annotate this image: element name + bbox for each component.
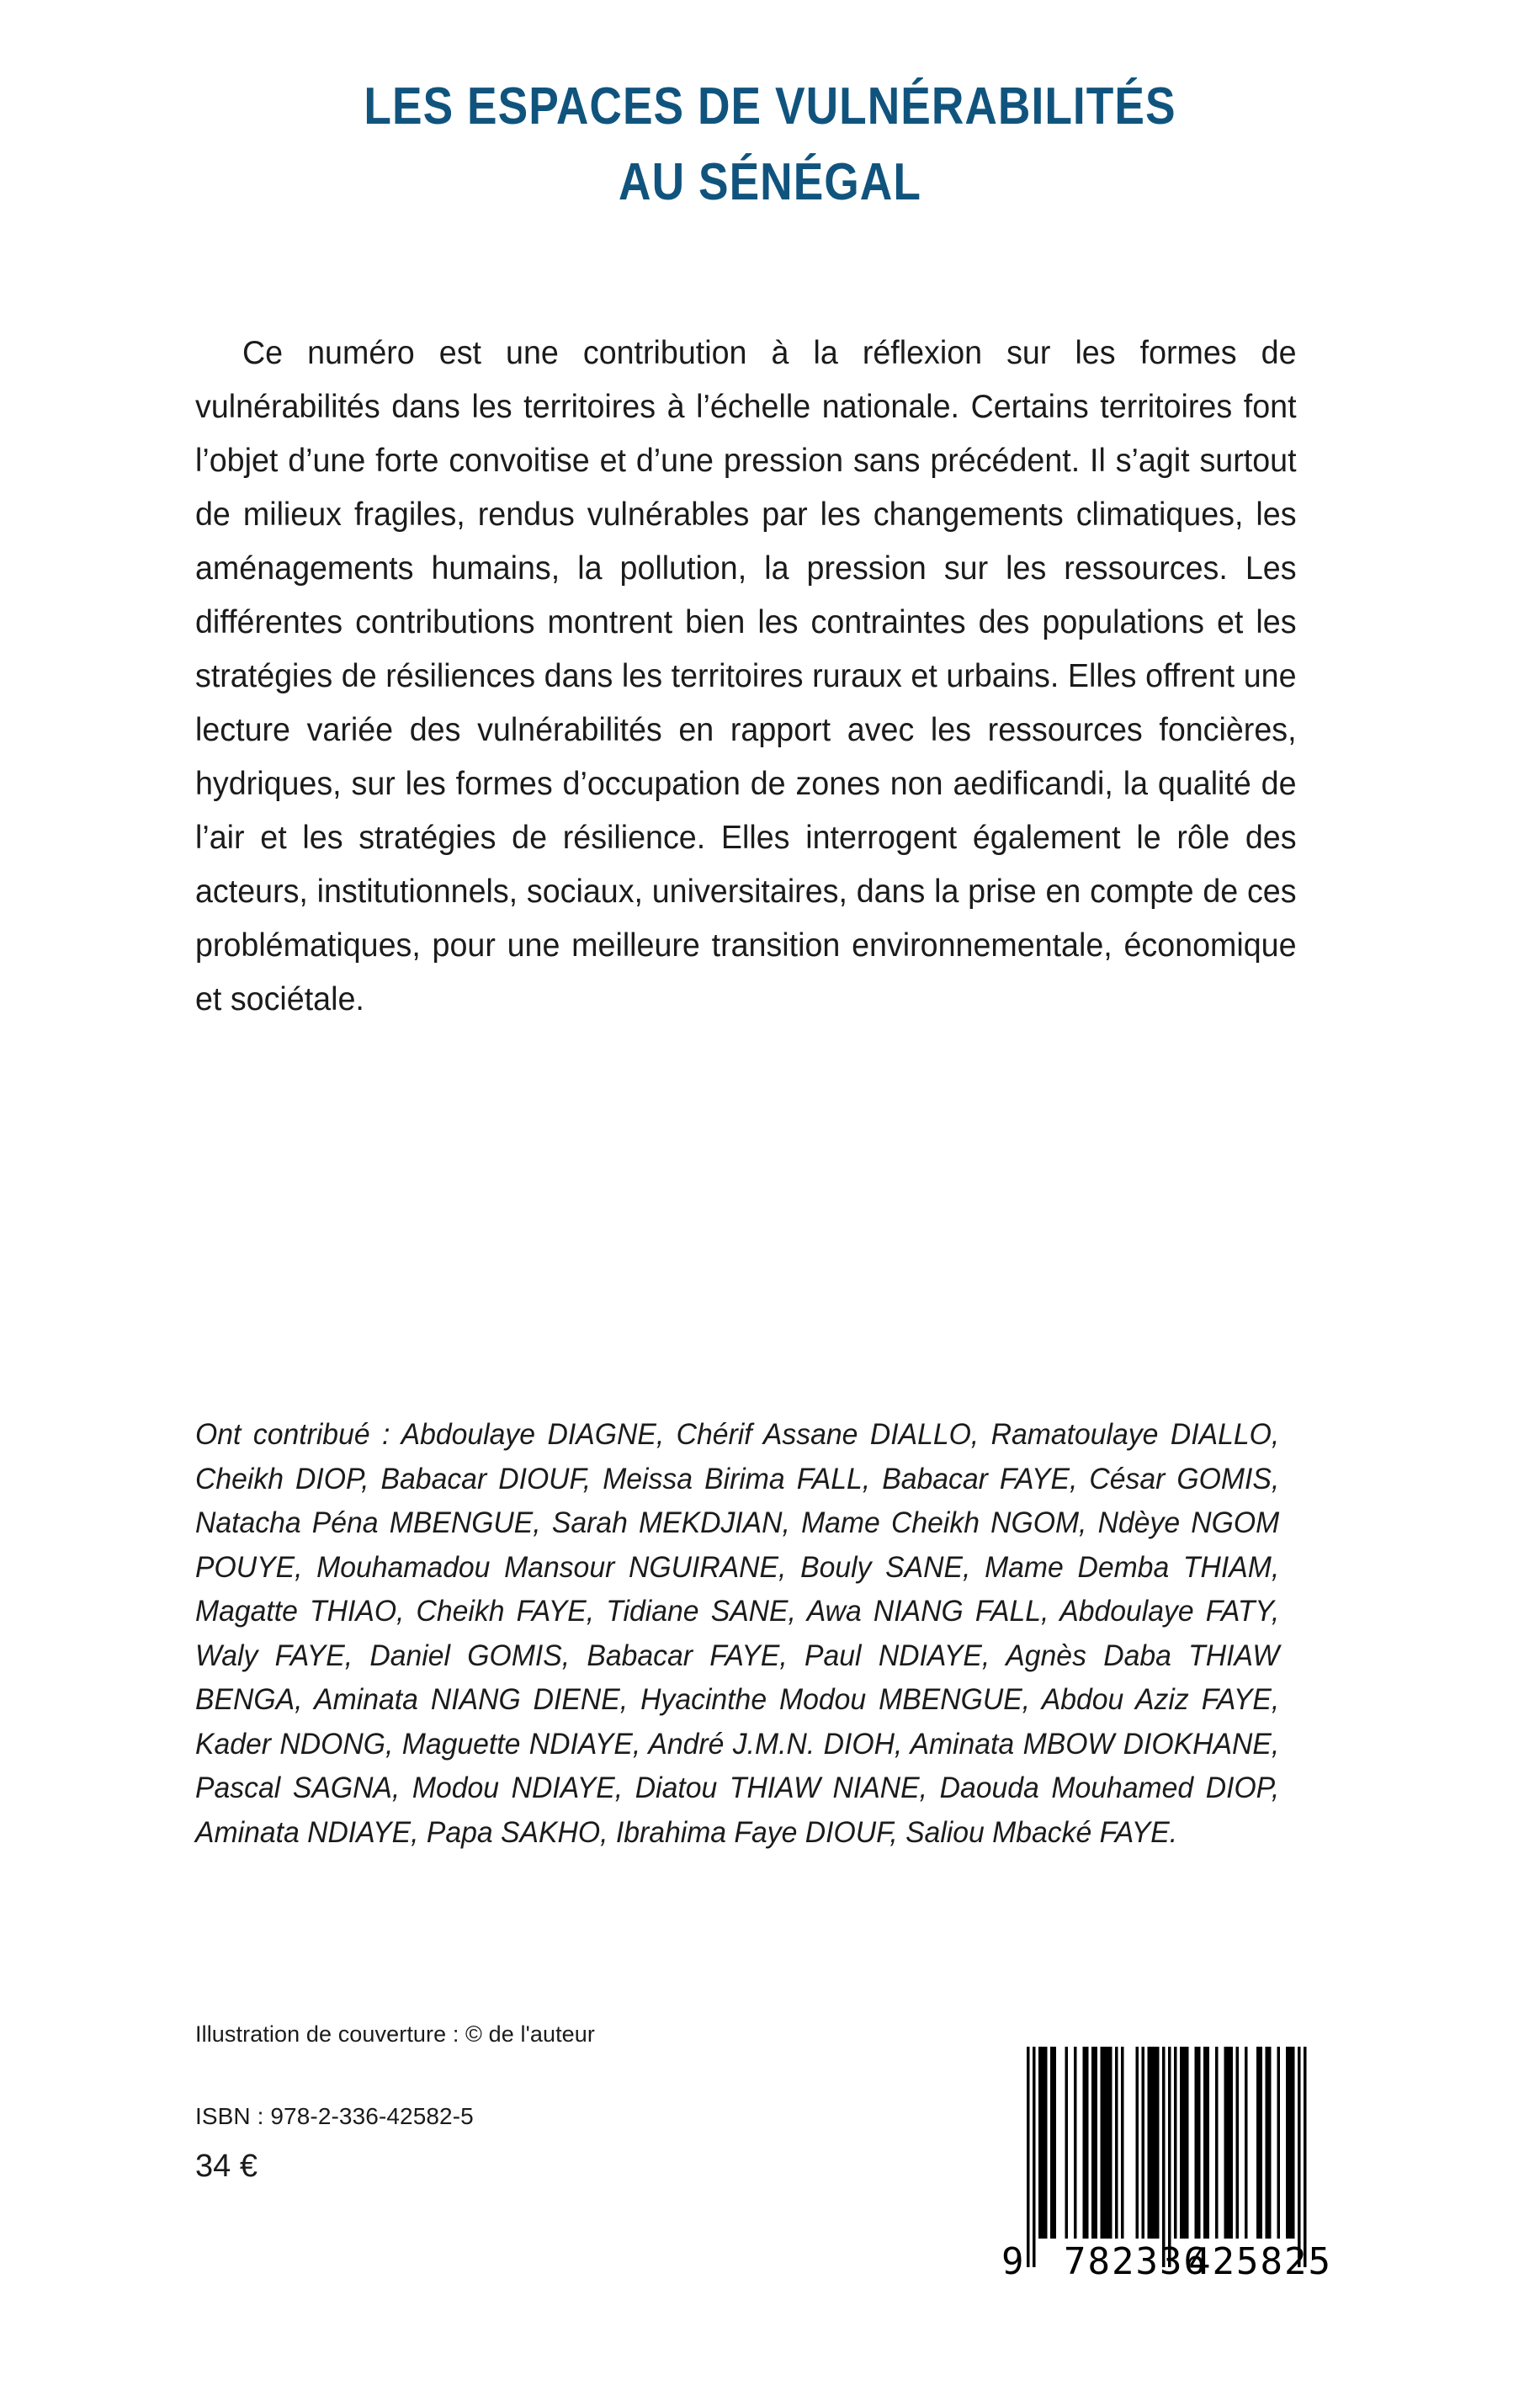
ean13-barcode	[986, 2037, 1373, 2281]
contributors-paragraph: Ont contribué : Abdoulaye DIAGNE, Chérif Assane DIALLO, Ramatoulaye DIALLO, Cheikh DIOP, Babacar DIOUF, Meissa Birima FALL, Babacar FAYE, César GOMIS, Natacha Péna MBENGUE, Sarah MEKDJIAN, Mame Cheikh NGOM, Ndèye NGOM POUYE, Mouhamadou Mansour NGUIRANE, Bouly SANE, Mame Demba THIAM, Magatte THIAO, Cheikh FAYE, Tidiane SANE, Awa NIANG FALL, Abdoulaye FATY, Waly FAYE, Daniel GOMIS, Babacar FAYE, Paul NDIAYE, Agnès Daba THIAW BENGA, Aminata NIANG DIENE, Hyacinthe Modou MBENGUE, Abdou Aziz FAYE, Kader NDONG, Maguette NDIAYE, André J.M.N. DIOH, Aminata MBOW DIOKHANE, Pascal SAGNA, Modou NDIAYE, Diatou THIAW NIANE, Daouda Mouhamed DIOP, Aminata NDIAYE, Papa SAKHO, Ibrahima Faye DIOUF, Saliou Mbacké FAYE.	[195, 1417, 1280, 1849]
cover-credit-line: Illustration de couverture : © de l'auteur	[195, 2021, 595, 2047]
title-line-2: AU SÉNÉGAL	[619, 153, 921, 211]
barcode-left-digits: 782336	[1064, 2240, 1208, 2281]
abstract-paragraph	[195, 327, 1297, 1027]
barcode-right-digits: 425825	[1188, 2240, 1332, 2281]
barcode-bars	[986, 2037, 1373, 2281]
title-line-1: LES ESPACES DE VULNÉRABILITÉS	[364, 77, 1176, 135]
barcode-lead-digit: 9	[1001, 2240, 1024, 2281]
page-title	[0, 77, 1540, 211]
abstract-text: Ce numéro est une contribution à la réflexion sur les formes de vulnérabilités dans les territoires à l’échelle nationale. Certains territoires font l’objet d’une forte convoitise et d’une pression sans précédent. Il s’agit surtout de milieux fragiles, rendus vulnérables par les changements climatiques, les aménagements humains, la pollution, la pression sur les ressources. Les différentes contributions montrent bien les contraintes des populations et les stratégies de résiliences dans les territoires ruraux et urbains. Elles offrent une lecture variée des vulnérabilités en rapport avec les ressources foncières, hydriques, sur les formes d’occupation de zones non aedificandi, la qualité de l’air et les stratégies de résilience. Elles interrogent également le rôle des acteurs, institutionnels, sociaux, universitaires, dans la prise en compte de ces problématiques, pour une meilleure transition environnementale, économique et sociétale.	[195, 335, 1297, 1017]
isbn-line: ISBN : 978-2-336-42582-5	[195, 2103, 474, 2129]
price-line: 34 €	[195, 2149, 258, 2184]
